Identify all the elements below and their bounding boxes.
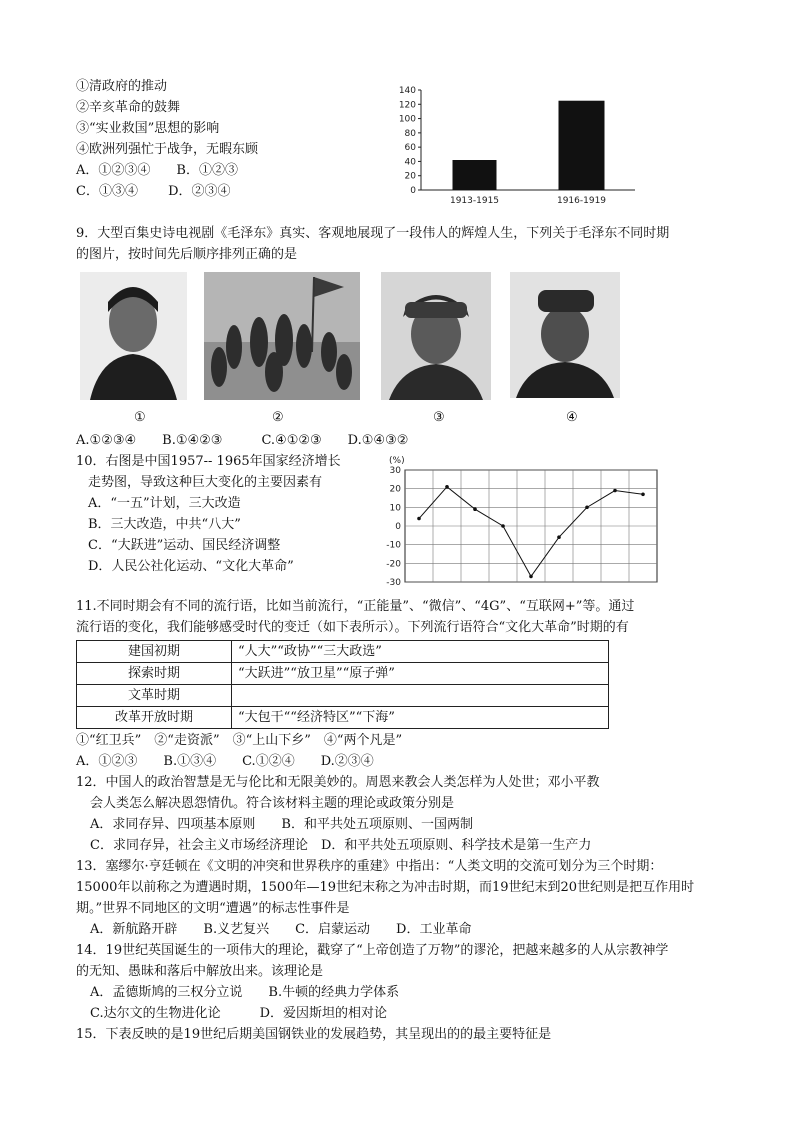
- y-tick-label: -30: [386, 578, 401, 588]
- mao-later-portrait-photo-4: [510, 272, 620, 398]
- growth-series-line: [419, 487, 643, 577]
- historical-scene-photo-2: [204, 272, 360, 400]
- y-tick-label: 10: [389, 503, 401, 514]
- words-cell: [232, 685, 609, 707]
- q8-choices-ab: A．①②③④ B．①②③: [76, 163, 238, 178]
- photo-caption-3: ③: [433, 410, 445, 425]
- q9-stem-line1: 9．大型百集史诗电视剧《毛泽东》真实、客观地展现了一段伟人的辉煌人生，下列关于毛泽东不同时期: [76, 226, 670, 241]
- q14-choices-ab: A．孟德斯鸠的三权分立说 B.牛顿的经典力学体系: [90, 985, 400, 1000]
- q14-stem-line1: 14．19世纪英国诞生的一项伟大的理论，戳穿了“上帝创造了万物”的谬沦，把越来越多的人从宗教神学: [76, 943, 669, 958]
- q10-option-a: A．“一五”计划，三大改造: [88, 496, 241, 511]
- popular-words-table: [76, 640, 609, 729]
- q8-option-4: ④欧洲列强忙于战争，无暇东顾: [76, 142, 259, 157]
- table-row: [77, 685, 609, 707]
- photo-caption-1: ①: [134, 410, 146, 425]
- q15-stem-line1: 15．下表反映的是19世纪后期美国钢铁业的发展趋势，其呈现出的的最主要特征是: [76, 1027, 552, 1042]
- y-tick-label: 140: [398, 86, 416, 96]
- data-point: [529, 575, 533, 579]
- data-point: [557, 535, 561, 539]
- q10-stem-line1: 10．右图是中国1957-- 1965年国家经济增长: [76, 454, 341, 469]
- data-point: [417, 517, 421, 521]
- y-tick-label: -10: [386, 540, 401, 551]
- q11-stem-line2: 流行语的变化，我们能够感受时代的变迁（如下表所示）。下列流行语符合“文化大革命”时期的有: [76, 620, 629, 635]
- q9-stem-line2: 的图片，按时间先后顺序排列正确的是: [76, 247, 298, 262]
- q13-stem-line3: 期。”世界不同地区的文明“遭遇”的标志性事件是: [76, 901, 350, 916]
- q8-option-1: ①清政府的推动: [76, 79, 168, 94]
- q13-stem-line2: 15000年以前称之为遭遇时期，1500年—19世纪末称之为冲击时期，而19世纪末到20世纪则是把互作用时: [76, 880, 695, 895]
- q8-option-2: ②辛亥革命的鼓舞: [76, 100, 181, 115]
- q10-option-b: B．三大改造，中共“八大”: [88, 517, 241, 532]
- y-tick-label: 120: [398, 100, 416, 111]
- photo-caption-2: ②: [272, 410, 284, 425]
- y-tick-label: 0: [395, 522, 401, 532]
- x-tick-label: 1916-1919: [556, 196, 607, 206]
- y-tick-label: 40: [404, 157, 416, 168]
- period-cell: 探索时期: [77, 663, 232, 685]
- y-tick-label: 80: [404, 128, 416, 139]
- q13-stem-line1: 13．塞缪尔·亨廷顿在《文明的冲突和世界秩序的重建》中指出：“人类文明的交流可划分为三个时期：: [76, 859, 663, 874]
- data-point: [585, 506, 589, 510]
- bar-chart: [385, 82, 645, 207]
- q10-option-d: D．人民公社化运动、“文化大革命”: [88, 559, 294, 574]
- words-cell: “大跃进”“放卫星”“原子弹”: [232, 663, 609, 685]
- mao-portrait-photo-1: [80, 272, 187, 400]
- data-point: [445, 485, 449, 489]
- table-row: [77, 641, 609, 663]
- period-cell: 建国初期: [77, 641, 232, 663]
- data-point: [613, 489, 617, 493]
- q12-stem-line1: 12．中国人的政治智慧是无与伦比和无限美妙的。周恩来教会人类怎样为人处世；邓小平教: [76, 775, 600, 790]
- y-tick-label: -20: [386, 559, 401, 570]
- q13-choices: A．新航路开辟 B.义艺复兴 C．启蒙运动 D．工业革命: [90, 922, 472, 937]
- q10-option-c: C．“大跃进”运动、国民经济调整: [88, 538, 281, 553]
- q12-choices-cd: C．求同存异，社会主义市场经济理论 D．和平共处五项原则、科学技术是第一生产力: [90, 838, 592, 853]
- y-axis-unit-label: (%): [389, 456, 405, 466]
- q9-choices: A.①②③④ B.①④②③ C.④①②③ D.①④③②: [76, 433, 409, 448]
- x-tick-label: 1913-1915: [449, 196, 500, 206]
- mao-military-portrait-photo-3: [381, 272, 491, 400]
- y-tick-label: 20: [404, 171, 416, 182]
- q14-choices-cd: C.达尔文的生物进化论 D．爱因斯坦的相对论: [90, 1006, 388, 1021]
- bar: [453, 160, 497, 190]
- data-point: [473, 507, 477, 511]
- period-cell: 文革时期: [77, 685, 232, 707]
- q11-items: ①“红卫兵” ②“走资派” ③“上山下乡” ④“两个凡是”: [76, 733, 403, 748]
- period-cell: 改革开放时期: [77, 707, 232, 729]
- growth-line-chart: [375, 455, 670, 590]
- q10-stem-line2: 走势图，导致这种巨大变化的主要因素有: [88, 475, 323, 490]
- table-row: [77, 663, 609, 685]
- q11-stem-line1: 11.不同时期会有不同的流行语，比如当前流行，“正能量”、“微信”、“4G”、“互联网+”等。通过: [76, 599, 635, 614]
- words-cell: “大包干““经济特区”“下海”: [232, 707, 609, 729]
- data-point: [641, 492, 645, 496]
- table-row: [77, 707, 609, 729]
- photo-caption-4: ④: [566, 410, 578, 425]
- bar: [559, 101, 605, 190]
- words-cell: “人大”“政协”“三大政选”: [232, 641, 609, 663]
- y-tick-label: 30: [389, 466, 401, 476]
- q12-stem-line2: 会人类怎么解决恩怨情仇。符合该材料主题的理论或政策分别是: [90, 796, 455, 811]
- q8-option-3: ③“实业救国”思想的影响: [76, 121, 220, 136]
- q14-stem-line2: 的无知、愚昧和落后中解放出来。该理论是: [76, 964, 324, 979]
- y-tick-label: 60: [404, 143, 416, 154]
- q8-choices-cd: C．①③④ D．②③④: [76, 184, 231, 199]
- q12-choices-ab: A．求同存异、四项基本原则 B．和平共处五项原则、一国两制: [90, 817, 473, 832]
- y-tick-label: 0: [410, 186, 416, 196]
- q11-choices: A．①②③ B.①③④ C.①②④ D.②③④: [76, 754, 374, 769]
- y-tick-label: 100: [398, 114, 416, 125]
- y-tick-label: 20: [389, 484, 401, 495]
- data-point: [501, 524, 505, 528]
